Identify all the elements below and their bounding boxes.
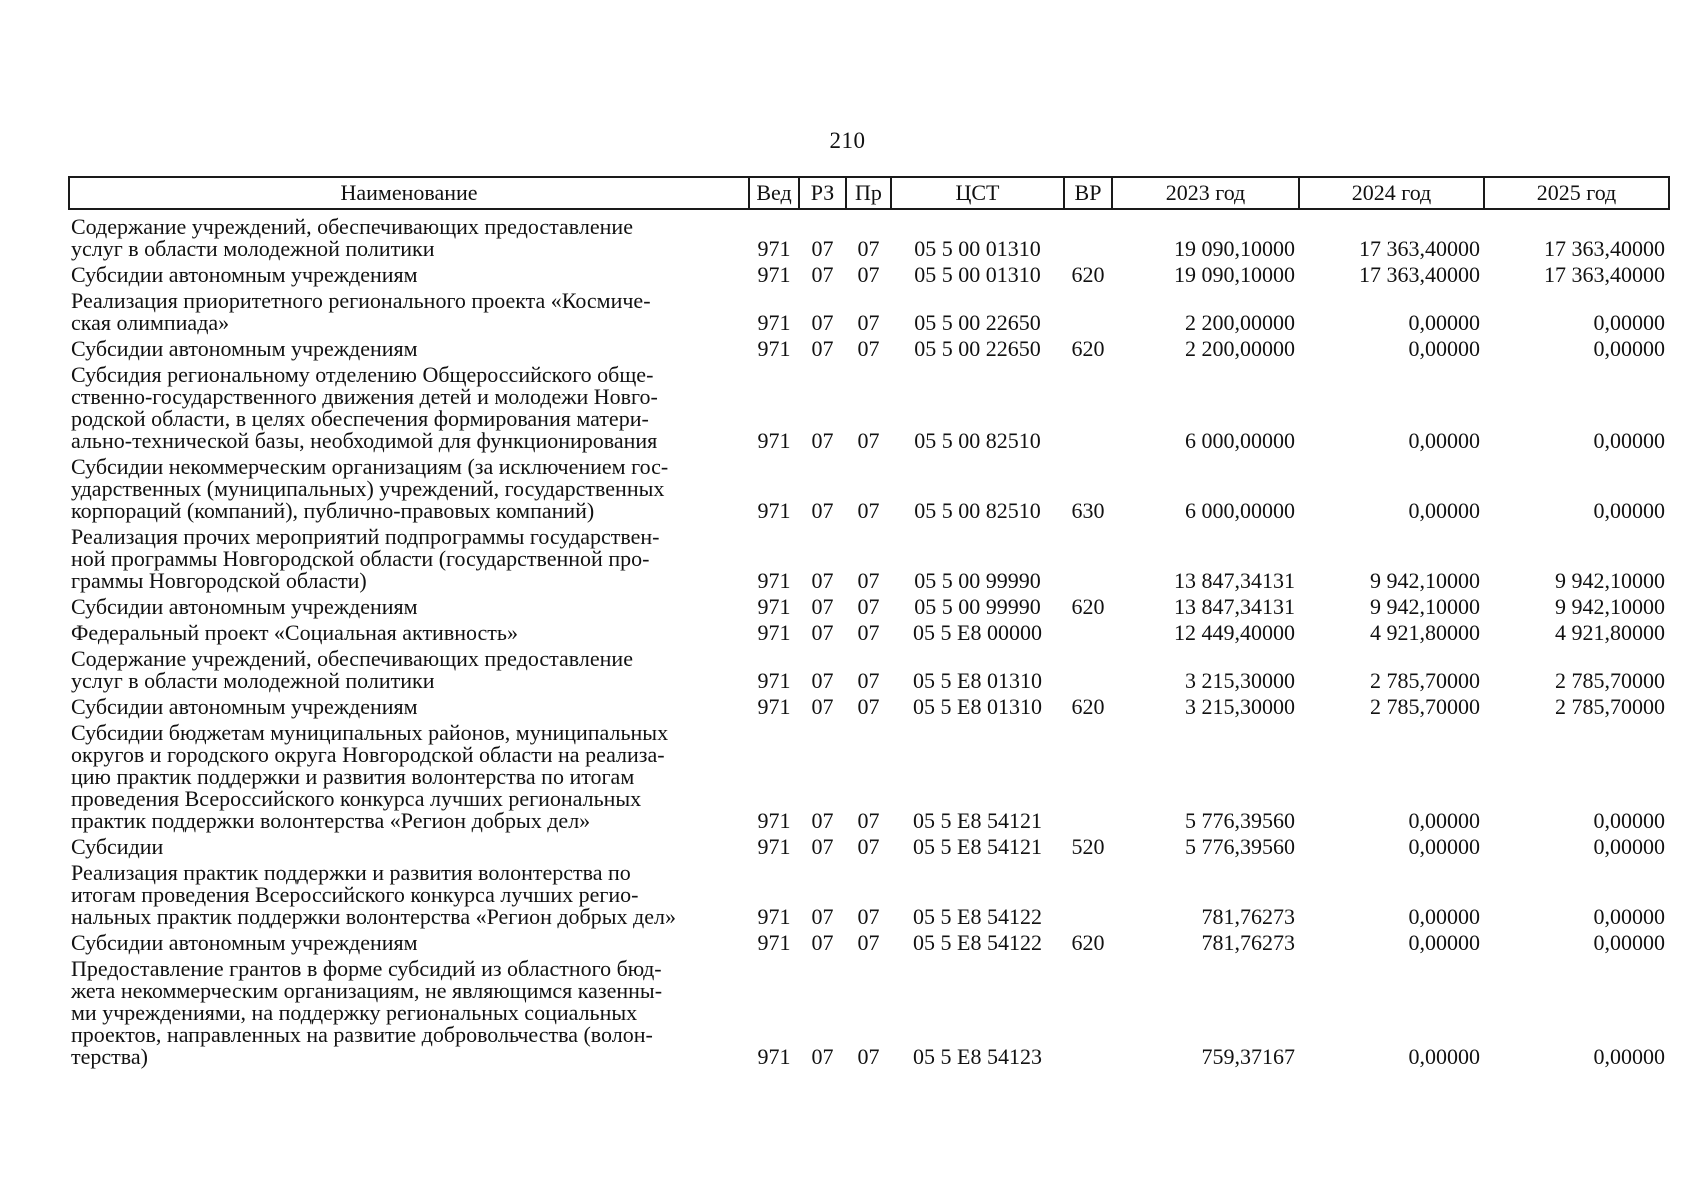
cell-ved: 971: [757, 668, 791, 693]
name-line: жета некоммерческим организациям, не являющимся казенны-: [71, 978, 663, 1003]
cell-rz: 07: [811, 498, 834, 523]
cell-2024: 0,00000: [1408, 834, 1480, 859]
cell-pr: 07: [857, 694, 880, 719]
name-line: ально-технической базы, необходимой для функционирования: [71, 428, 658, 453]
cell-vr: [1064, 622, 1112, 648]
cell-cst: 05 5 E8 54121: [913, 808, 1042, 833]
name-line: Содержание учреждений, обеспечивающих предоставление: [71, 214, 633, 239]
table-row: [69, 338, 1669, 364]
table-row: [69, 526, 1669, 596]
cell-cst: 05 5 E8 01310: [913, 668, 1042, 693]
cell-ved: 971: [757, 594, 791, 619]
header-2025: 2025 год: [1484, 177, 1669, 209]
cell-2023: 781,76273: [1201, 930, 1295, 955]
header-2024: 2024 год: [1299, 177, 1484, 209]
cell-2025: 17 363,40000: [1544, 236, 1665, 261]
cell-2023: 12 449,40000: [1174, 620, 1295, 645]
name-line: проектов, направленных на развитие добровольчества (волон-: [71, 1022, 653, 1047]
cell-2024: 2 785,70000: [1370, 694, 1480, 719]
cell-rz: 07: [811, 594, 834, 619]
budget-table: [68, 176, 1670, 1072]
cell-name: [69, 958, 749, 1072]
cell-pr: 07: [857, 428, 880, 453]
name-line: услуг в области молодежной политики: [71, 236, 435, 261]
cell-ved: 971: [757, 236, 791, 261]
cell-cst: 05 5 E8 00000: [913, 620, 1042, 645]
cell-name: [69, 648, 749, 696]
cell-vr: 620: [1071, 594, 1105, 619]
cell-name: [69, 290, 749, 338]
name-line: округов и городского округа Новгородской области на реализа-: [71, 742, 665, 767]
name-line: терства): [71, 1044, 148, 1069]
cell-pr: 07: [857, 310, 880, 335]
cell-ved: 971: [757, 498, 791, 523]
name-line: ми учреждениями, на поддержку региональных социальных: [71, 1000, 638, 1025]
cell-2025: 0,00000: [1593, 336, 1665, 361]
cell-ved: 971: [757, 930, 791, 955]
name-line: ной программы Новгородской области (государственной про-: [71, 546, 650, 571]
cell-ved: 971: [757, 834, 791, 859]
name-line: цию практик поддержки и развития волонтерства по итогам: [71, 764, 635, 789]
cell-cst: 05 5 E8 54122: [913, 930, 1042, 955]
name-line: нальных практик поддержки волонтерства «Регион добрых дел»: [71, 904, 676, 929]
cell-pr: 07: [857, 568, 880, 593]
table-row: [69, 622, 1669, 648]
cell-ved: 971: [757, 904, 791, 929]
cell-2024: 9 942,10000: [1370, 594, 1480, 619]
name-line: ская олимпиада»: [71, 310, 230, 335]
cell-pr: 07: [857, 834, 880, 859]
cell-name: [69, 836, 749, 862]
cell-cst: 05 5 E8 54123: [913, 1044, 1042, 1069]
cell-2024: 0,00000: [1408, 310, 1480, 335]
cell-rz: 07: [811, 568, 834, 593]
cell-pr: 07: [857, 930, 880, 955]
cell-name: [69, 722, 749, 836]
cell-vr: 620: [1071, 262, 1105, 287]
cell-2023: 6 000,00000: [1185, 428, 1295, 453]
cell-ved: 971: [757, 262, 791, 287]
cell-2025: 9 942,10000: [1555, 594, 1665, 619]
cell-2025: 0,00000: [1593, 498, 1665, 523]
cell-name: [69, 696, 749, 722]
cell-name: [69, 932, 749, 958]
header-ved: Вед: [749, 177, 799, 209]
name-line: проведения Всероссийского конкурса лучших региональных: [71, 786, 642, 811]
page-number: 210: [829, 128, 866, 153]
cell-rz: 07: [811, 428, 834, 453]
cell-vr: 620: [1071, 336, 1105, 361]
cell-2024: 17 363,40000: [1359, 262, 1480, 287]
cell-2023: 19 090,10000: [1174, 236, 1295, 261]
cell-ved: 971: [757, 808, 791, 833]
cell-cst: 05 5 00 99990: [914, 594, 1041, 619]
cell-2025: 2 785,70000: [1555, 694, 1665, 719]
cell-2023: 19 090,10000: [1174, 262, 1295, 287]
cell-vr: [1064, 209, 1112, 264]
cell-ved: 971: [757, 1044, 791, 1069]
cell-ved: 971: [757, 620, 791, 645]
header-2023: 2023 год: [1112, 177, 1299, 209]
table-row: [69, 364, 1669, 456]
cell-rz: 07: [811, 336, 834, 361]
cell-cst: 05 5 00 22650: [914, 310, 1041, 335]
cell-pr: 07: [857, 262, 880, 287]
cell-cst: 05 5 00 01310: [914, 262, 1041, 287]
cell-ved: 971: [757, 568, 791, 593]
name-line: Субсидии автономным учреждениям: [71, 694, 418, 719]
cell-pr: 07: [857, 808, 880, 833]
cell-rz: 07: [811, 1044, 834, 1069]
cell-cst: 05 5 E8 01310: [913, 694, 1042, 719]
table-row: [69, 648, 1669, 696]
cell-2023: 781,76273: [1201, 904, 1295, 929]
budget-table-container: [68, 176, 1668, 1072]
name-line: ударственных (муниципальных) учреждений, государственных: [71, 476, 665, 501]
cell-pr: 07: [857, 594, 880, 619]
table-row: [69, 596, 1669, 622]
table-row: [69, 290, 1669, 338]
cell-2023: 5 776,39560: [1185, 834, 1295, 859]
cell-2023: 759,37167: [1201, 1044, 1295, 1069]
cell-2025: 0,00000: [1593, 428, 1665, 453]
cell-2025: 17 363,40000: [1544, 262, 1665, 287]
cell-rz: 07: [811, 668, 834, 693]
cell-rz: 07: [811, 808, 834, 833]
cell-vr: [1064, 364, 1112, 456]
cell-name: [69, 364, 749, 456]
cell-pr: 07: [857, 498, 880, 523]
cell-name: [69, 338, 749, 364]
name-line: Субсидия региональному отделению Общероссийского обще-: [71, 362, 654, 387]
cell-2023: 5 776,39560: [1185, 808, 1295, 833]
cell-vr: 520: [1071, 834, 1105, 859]
cell-2024: 2 785,70000: [1370, 668, 1480, 693]
name-line: Реализация приоритетного регионального проекта «Космиче-: [71, 288, 651, 313]
cell-rz: 07: [811, 834, 834, 859]
cell-2025: 9 942,10000: [1555, 568, 1665, 593]
cell-rz: 07: [811, 262, 834, 287]
header-rz: РЗ: [799, 177, 846, 209]
cell-vr: [1064, 648, 1112, 696]
cell-rz: 07: [811, 904, 834, 929]
cell-2024: 0,00000: [1408, 904, 1480, 929]
cell-ved: 971: [757, 310, 791, 335]
name-line: Субсидии некоммерческим организациям (за исключением гос-: [71, 454, 669, 479]
cell-name: [69, 862, 749, 932]
cell-rz: 07: [811, 930, 834, 955]
cell-pr: 07: [857, 1044, 880, 1069]
cell-vr: 620: [1071, 694, 1105, 719]
cell-cst: 05 5 00 22650: [914, 336, 1041, 361]
cell-2025: 0,00000: [1593, 1044, 1665, 1069]
cell-2023: 3 215,30000: [1185, 694, 1295, 719]
cell-ved: 971: [757, 336, 791, 361]
name-line: родской области, в целях обеспечения формирования матери-: [71, 406, 649, 431]
cell-vr: [1064, 862, 1112, 932]
name-line: Субсидии автономным учреждениям: [71, 594, 418, 619]
cell-2023: 13 847,34131: [1174, 568, 1295, 593]
cell-cst: 05 5 E8 54122: [913, 904, 1042, 929]
cell-2024: 9 942,10000: [1370, 568, 1480, 593]
name-line: Содержание учреждений, обеспечивающих предоставление: [71, 646, 633, 671]
cell-2025: 4 921,80000: [1555, 620, 1665, 645]
cell-pr: 07: [857, 904, 880, 929]
table-row: [69, 696, 1669, 722]
table-row: [69, 264, 1669, 290]
cell-vr: [1064, 526, 1112, 596]
cell-2025: 0,00000: [1593, 904, 1665, 929]
cell-2024: 0,00000: [1408, 808, 1480, 833]
table-row: [69, 209, 1669, 264]
header-vr: ВР: [1064, 177, 1112, 209]
cell-vr: [1064, 722, 1112, 836]
table-row: [69, 862, 1669, 932]
table-row: [69, 958, 1669, 1072]
cell-rz: 07: [811, 620, 834, 645]
cell-2023: 13 847,34131: [1174, 594, 1295, 619]
table-row: [69, 722, 1669, 836]
cell-2025: 0,00000: [1593, 808, 1665, 833]
cell-cst: 05 5 00 01310: [914, 236, 1041, 261]
cell-2025: 2 785,70000: [1555, 668, 1665, 693]
name-line: Реализация практик поддержки и развития волонтерства по: [71, 860, 631, 885]
table-body: [69, 209, 1669, 1072]
cell-pr: 07: [857, 336, 880, 361]
name-line: Субсидии бюджетам муниципальных районов, муниципальных: [71, 720, 669, 745]
table-row: [69, 456, 1669, 526]
cell-name: [69, 622, 749, 648]
name-line: итогам проведения Всероссийского конкурса лучших регио-: [71, 882, 639, 907]
cell-2024: 17 363,40000: [1359, 236, 1480, 261]
cell-ved: 971: [757, 428, 791, 453]
cell-ved: 971: [757, 694, 791, 719]
table-row: [69, 836, 1669, 862]
cell-2024: 0,00000: [1408, 336, 1480, 361]
header-cst: ЦСТ: [891, 177, 1064, 209]
name-line: Субсидии автономным учреждениям: [71, 930, 418, 955]
cell-2023: 3 215,30000: [1185, 668, 1295, 693]
cell-2023: 6 000,00000: [1185, 498, 1295, 523]
name-line: ственно-государственного движения детей и молодежи Новго-: [71, 384, 658, 409]
name-line: Субсидии автономным учреждениям: [71, 336, 418, 361]
cell-pr: 07: [857, 236, 880, 261]
cell-pr: 07: [857, 620, 880, 645]
name-line: практик поддержки волонтерства «Регион добрых дел»: [71, 808, 591, 833]
name-line: Предоставление грантов в форме субсидий из областного бюд-: [71, 956, 662, 981]
cell-name: [69, 264, 749, 290]
name-line: Реализация прочих мероприятий подпрограммы государствен-: [71, 524, 660, 549]
cell-name: [69, 209, 749, 264]
header-pr: Пр: [846, 177, 891, 209]
cell-2025: 0,00000: [1593, 930, 1665, 955]
cell-2023: 2 200,00000: [1185, 336, 1295, 361]
cell-pr: 07: [857, 668, 880, 693]
cell-name: [69, 596, 749, 622]
name-line: услуг в области молодежной политики: [71, 668, 435, 693]
cell-cst: 05 5 00 99990: [914, 568, 1041, 593]
cell-2025: 0,00000: [1593, 834, 1665, 859]
header-row: [69, 177, 1669, 209]
name-line: Субсидии: [71, 834, 164, 859]
cell-cst: 05 5 00 82510: [914, 428, 1041, 453]
cell-2024: 0,00000: [1408, 1044, 1480, 1069]
cell-name: [69, 526, 749, 596]
cell-vr: 620: [1071, 930, 1105, 955]
cell-rz: 07: [811, 310, 834, 335]
cell-2025: 0,00000: [1593, 310, 1665, 335]
name-line: Субсидии автономным учреждениям: [71, 262, 418, 287]
cell-rz: 07: [811, 694, 834, 719]
name-line: корпораций (компаний), публично-правовых компаний): [71, 498, 595, 523]
cell-vr: 630: [1071, 498, 1105, 523]
cell-vr: [1064, 290, 1112, 338]
header-name: Наименование: [69, 177, 749, 209]
table-row: [69, 932, 1669, 958]
cell-2024: 0,00000: [1408, 930, 1480, 955]
cell-2024: 0,00000: [1408, 498, 1480, 523]
name-line: Федеральный проект «Социальная активность»: [71, 620, 518, 645]
table-header: [69, 177, 1669, 209]
cell-2023: 2 200,00000: [1185, 310, 1295, 335]
cell-name: [69, 456, 749, 526]
name-line: граммы Новгородской области): [71, 568, 367, 593]
cell-rz: 07: [811, 236, 834, 261]
cell-cst: 05 5 E8 54121: [913, 834, 1042, 859]
cell-2024: 0,00000: [1408, 428, 1480, 453]
cell-vr: [1064, 958, 1112, 1072]
cell-cst: 05 5 00 82510: [914, 498, 1041, 523]
cell-2024: 4 921,80000: [1370, 620, 1480, 645]
